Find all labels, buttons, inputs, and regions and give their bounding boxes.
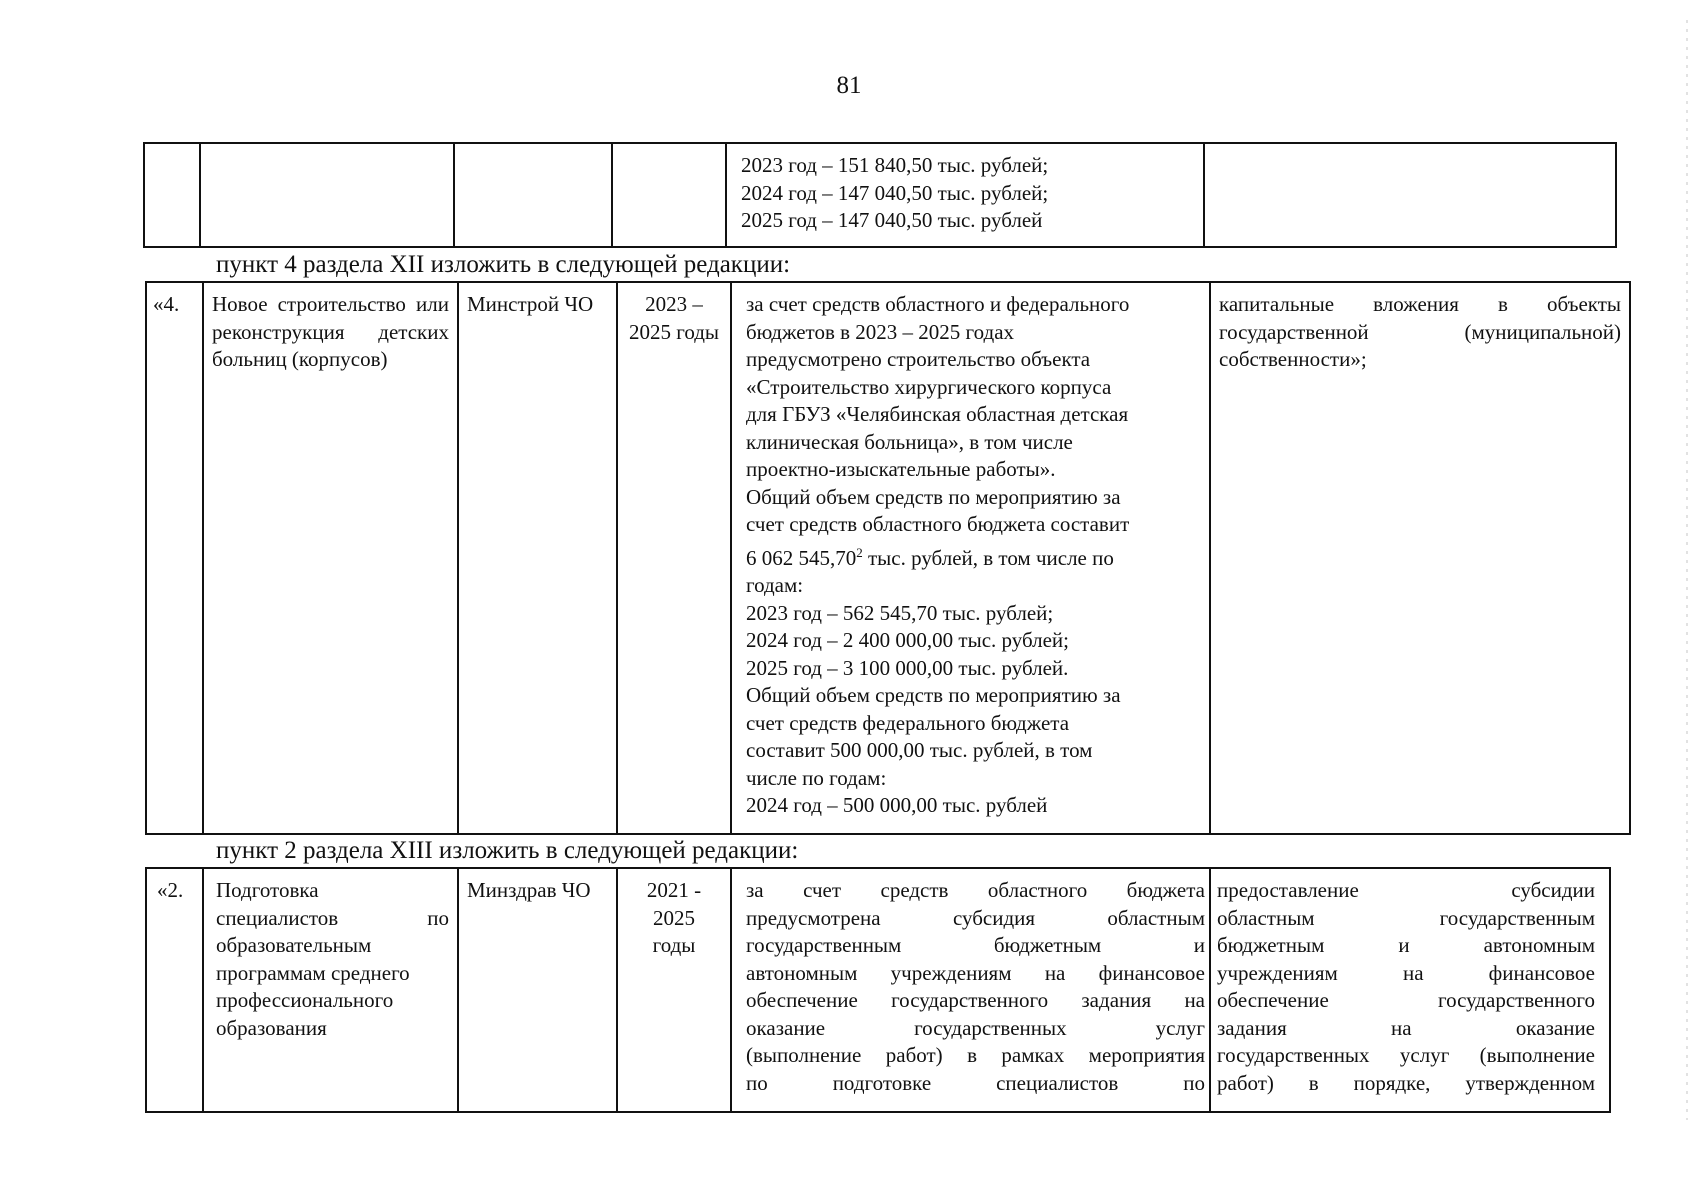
item-number: «2. — [146, 868, 203, 1112]
desc-line: государственным бюджетным и — [746, 933, 1205, 957]
item-2-row — [146, 868, 1610, 1112]
result-line: государственных услуг (выполнение — [1217, 1043, 1595, 1067]
item-result — [1210, 868, 1610, 1112]
desc-line: бюджетов в 2023 – 2025 годах — [746, 319, 1015, 344]
item-executor: Минздрав ЧО — [458, 868, 617, 1112]
name-line: профессионального — [216, 988, 394, 1012]
desc-line: предусмотрена субсидия областным — [746, 905, 1205, 930]
result-line: учреждениям на финансовое — [1217, 960, 1595, 985]
desc-line: 2023 год – 562 545,70 тыс. рублей; — [746, 600, 1054, 625]
footnote-mark: 2 — [856, 544, 863, 560]
result-line: областным государственным — [1217, 905, 1595, 930]
desc-line: клиническая больница», в том числе — [746, 429, 1073, 454]
result-line: предоставление субсидии — [1217, 878, 1595, 902]
desc-line: для ГБУЗ «Челябинская областная детская — [746, 402, 1129, 426]
name-line: образования — [216, 1015, 327, 1040]
funding-line: 2024 год – 147 040,50 тыс. рублей; — [741, 180, 1049, 205]
period-line: 2025 — [653, 905, 695, 930]
desc-line: за счет средств областного бюджета — [746, 878, 1205, 902]
desc-line: за счет средств областного и федерального — [746, 292, 1130, 316]
name-line: программам среднего — [216, 960, 410, 985]
desc-line: составит 500 000,00 тыс. рублей, в том — [746, 738, 1093, 762]
desc-line: проектно-изыскательные работы». — [746, 457, 1056, 481]
cell-num — [144, 143, 200, 247]
continuation-row — [144, 143, 1616, 247]
desc-line: «Строительство хирургического корпуса — [746, 374, 1112, 399]
instruction-section-xiii: пункт 2 раздела XIII изложить в следующей редакции: — [216, 837, 799, 864]
amount-rest: тыс. рублей, в том числе по — [862, 545, 1114, 570]
desc-line: Общий объем средств по мероприятию за — [746, 484, 1121, 509]
funding-line: 2025 год – 147 040,50 тыс. рублей — [741, 208, 1043, 232]
cell-period — [612, 143, 726, 247]
item-result: капитальные вложения в объекты государственной (муниципальной) собственности»; — [1210, 282, 1630, 834]
continuation-table — [143, 142, 1617, 248]
item-description — [731, 282, 1210, 834]
desc-line: числе по годам: — [746, 765, 887, 790]
item-period — [617, 868, 731, 1112]
instruction-section-xii: пункт 4 раздела XII изложить в следующей редакции: — [216, 251, 791, 278]
item-4-table — [145, 281, 1631, 835]
desc-line: Общий объем средств по мероприятию за — [746, 683, 1121, 707]
desc-line: предусмотрено строительство объекта — [746, 347, 1091, 371]
item-4-row — [146, 282, 1630, 834]
desc-line: обеспечение государственного задания на — [746, 988, 1205, 1012]
result-line: обеспечение государственного — [1217, 988, 1595, 1012]
result-line: бюджетным и автономным — [1217, 933, 1595, 957]
item-name: Новое строительство или реконструкция детских больниц (корпусов) — [203, 282, 458, 834]
item-period: 2023 – 2025 годы — [617, 282, 731, 834]
result-line: задания на оказание — [1217, 1015, 1595, 1040]
name-line: образовательным — [216, 933, 372, 957]
item-name — [203, 868, 458, 1112]
desc-line: годам: — [746, 573, 804, 597]
desc-line: счет средств федерального бюджета — [746, 710, 1070, 735]
cell-executor — [454, 143, 612, 247]
desc-line: автономным учреждениям на финансовое — [746, 960, 1205, 985]
item-number: «4. — [146, 282, 203, 834]
cell-result — [1204, 143, 1616, 247]
desc-line-amount — [746, 539, 1201, 573]
desc-line: 2024 год – 2 400 000,00 тыс. рублей; — [746, 628, 1070, 652]
page-number: 81 — [836, 72, 862, 99]
item-executor: Минстрой ЧО — [458, 282, 617, 834]
desc-line: 2024 год – 500 000,00 тыс. рублей — [746, 793, 1048, 817]
name-line: Подготовка — [216, 878, 319, 902]
desc-line: 2025 год – 3 100 000,00 тыс. рублей. — [746, 655, 1069, 680]
desc-line: оказание государственных услуг — [746, 1015, 1205, 1040]
desc-line: по подготовке специалистов по — [746, 1070, 1205, 1095]
cell-funding — [726, 143, 1204, 247]
cell-name — [200, 143, 454, 247]
desc-line: (выполнение работ) в рамках мероприятия — [746, 1043, 1205, 1067]
item-2-table — [145, 867, 1611, 1113]
period-line: 2021 - — [646, 878, 702, 902]
amount-value: 6 062 545,70 — [746, 545, 857, 570]
name-line: специалистов по — [216, 905, 449, 930]
scan-edge-artifact — [1686, 20, 1688, 1120]
result-line: работ) в порядке, утвержденном — [1217, 1070, 1595, 1095]
item-description — [731, 868, 1210, 1112]
funding-line: 2023 год – 151 840,50 тыс. рублей; — [741, 153, 1049, 177]
period-line: годы — [652, 933, 696, 957]
desc-line: счет средств областного бюджета составит — [746, 512, 1130, 536]
